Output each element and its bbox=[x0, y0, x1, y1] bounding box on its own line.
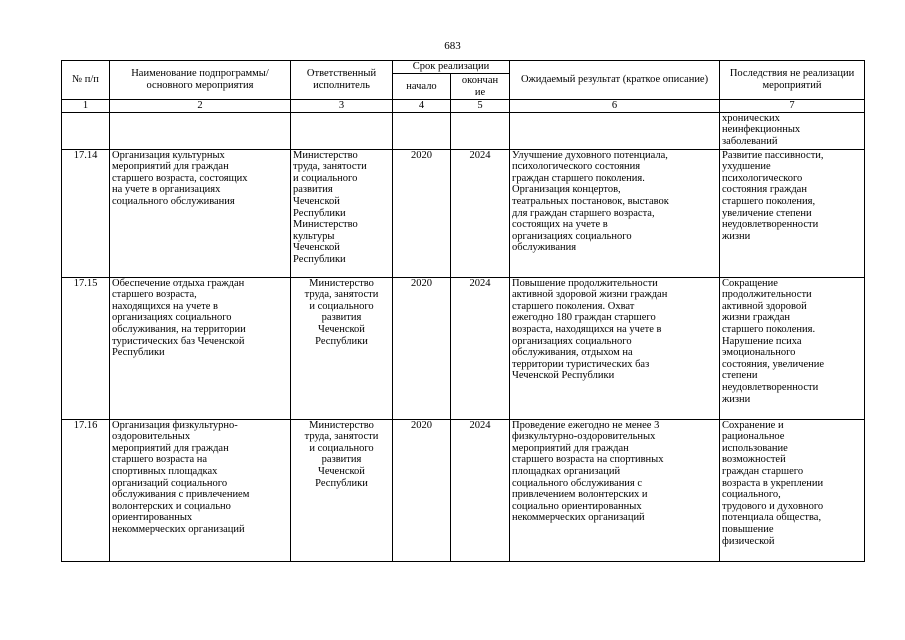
header-period: Срок реализации bbox=[393, 61, 510, 74]
row-consequence: Сокращение продолжительности активной здоровой жизни граждан старшего поколения. Нарушение психа эмоционального состояния, увеличение степени неудовлетворенности жизни bbox=[720, 277, 865, 419]
column-number: 6 bbox=[510, 100, 720, 113]
row-start-year: 2020 bbox=[393, 277, 451, 419]
column-number: 3 bbox=[291, 100, 393, 113]
row-number: 17.15 bbox=[62, 277, 110, 419]
column-number: 7 bbox=[720, 100, 865, 113]
row-end-year: 2024 bbox=[451, 149, 510, 277]
row-result: Проведение ежегодно не менее 3 физкультурно-оздоровительных мероприятий для граждан старшего возраста на спортивных площадках организаций социального обслуживания с привлечением волонтерских и социально ориентированных некоммерческих организаций bbox=[510, 419, 720, 561]
header-name: Наименование подпрограммы/ основного мероприятия bbox=[110, 61, 291, 100]
row-end-year: 2024 bbox=[451, 277, 510, 419]
column-number: 2 bbox=[110, 100, 291, 113]
table-row bbox=[62, 149, 865, 277]
row-consequence: Развитие пассивности, ухудшение психологического состояния граждан старшего поколения, увеличение степени неудовлетворенности жизни bbox=[720, 149, 865, 277]
table-row bbox=[62, 277, 865, 419]
row-number: 17.14 bbox=[62, 149, 110, 277]
header-end: окончан ие bbox=[451, 74, 510, 100]
header-consequences: Последствия не реализации мероприятий bbox=[720, 61, 865, 100]
header-start: начало bbox=[393, 74, 451, 100]
events-table bbox=[61, 60, 865, 562]
table-row bbox=[62, 419, 865, 561]
column-number: 4 bbox=[393, 100, 451, 113]
row-name: Организация физкультурно- оздоровительных мероприятий для граждан старшего возраста на спортивных площадках организаций социального обслуживания с привлечением волонтерских и социально ориентированных некоммерческих организаций bbox=[110, 419, 291, 561]
header-executor: Ответственный исполнитель bbox=[291, 61, 393, 100]
row-result: Повышение продолжительности активной здоровой жизни граждан старшего поколения. Охват ежегодно 180 граждан старшего возраста, находящихся на учете в организациях социального обслуживания, отдыхом на территории туристических баз Чеченской Республики bbox=[510, 277, 720, 419]
row-name: Организация культурных мероприятий для граждан старшего возраста, состоящих на учете в организациях социального обслуживания bbox=[110, 149, 291, 277]
row-start-year: 2020 bbox=[393, 419, 451, 561]
header-num: № п/п bbox=[62, 61, 110, 100]
column-number: 5 bbox=[451, 100, 510, 113]
row-number: 17.16 bbox=[62, 419, 110, 561]
header-result: Ожидаемый результат (краткое описание) bbox=[510, 61, 720, 100]
column-number: 1 bbox=[62, 100, 110, 113]
row-consequence: хронических неинфекционных заболеваний bbox=[720, 112, 865, 149]
row-name: Обеспечение отдыха граждан старшего возраста, находящихся на учете в организациях социального обслуживания, на территории туристических баз Чеченской Республики bbox=[110, 277, 291, 419]
row-executor: Министерство труда, занятости и социального развития Чеченской Республики bbox=[291, 419, 393, 561]
continuation-row bbox=[62, 112, 865, 149]
page-number: 683 bbox=[444, 40, 461, 52]
row-executor: Министерство труда, занятости и социального развития Чеченской Республики Министерство культуры Чеченской Республики bbox=[291, 149, 393, 277]
row-start-year: 2020 bbox=[393, 149, 451, 277]
row-consequence: Сохранение и рациональное использование возможностей граждан старшего возраста в укреплении социального, трудового и духовного потенциала общества, повышение физической bbox=[720, 419, 865, 561]
row-executor: Министерство труда, занятости и социального развития Чеченской Республики bbox=[291, 277, 393, 419]
row-result: Улучшение духовного потенциала, психологического состояния граждан старшего поколения. Организация концертов, театральных постановок, выставок для граждан старшего возраста, состоящих на учете в организациях социального обслуживания bbox=[510, 149, 720, 277]
row-end-year: 2024 bbox=[451, 419, 510, 561]
